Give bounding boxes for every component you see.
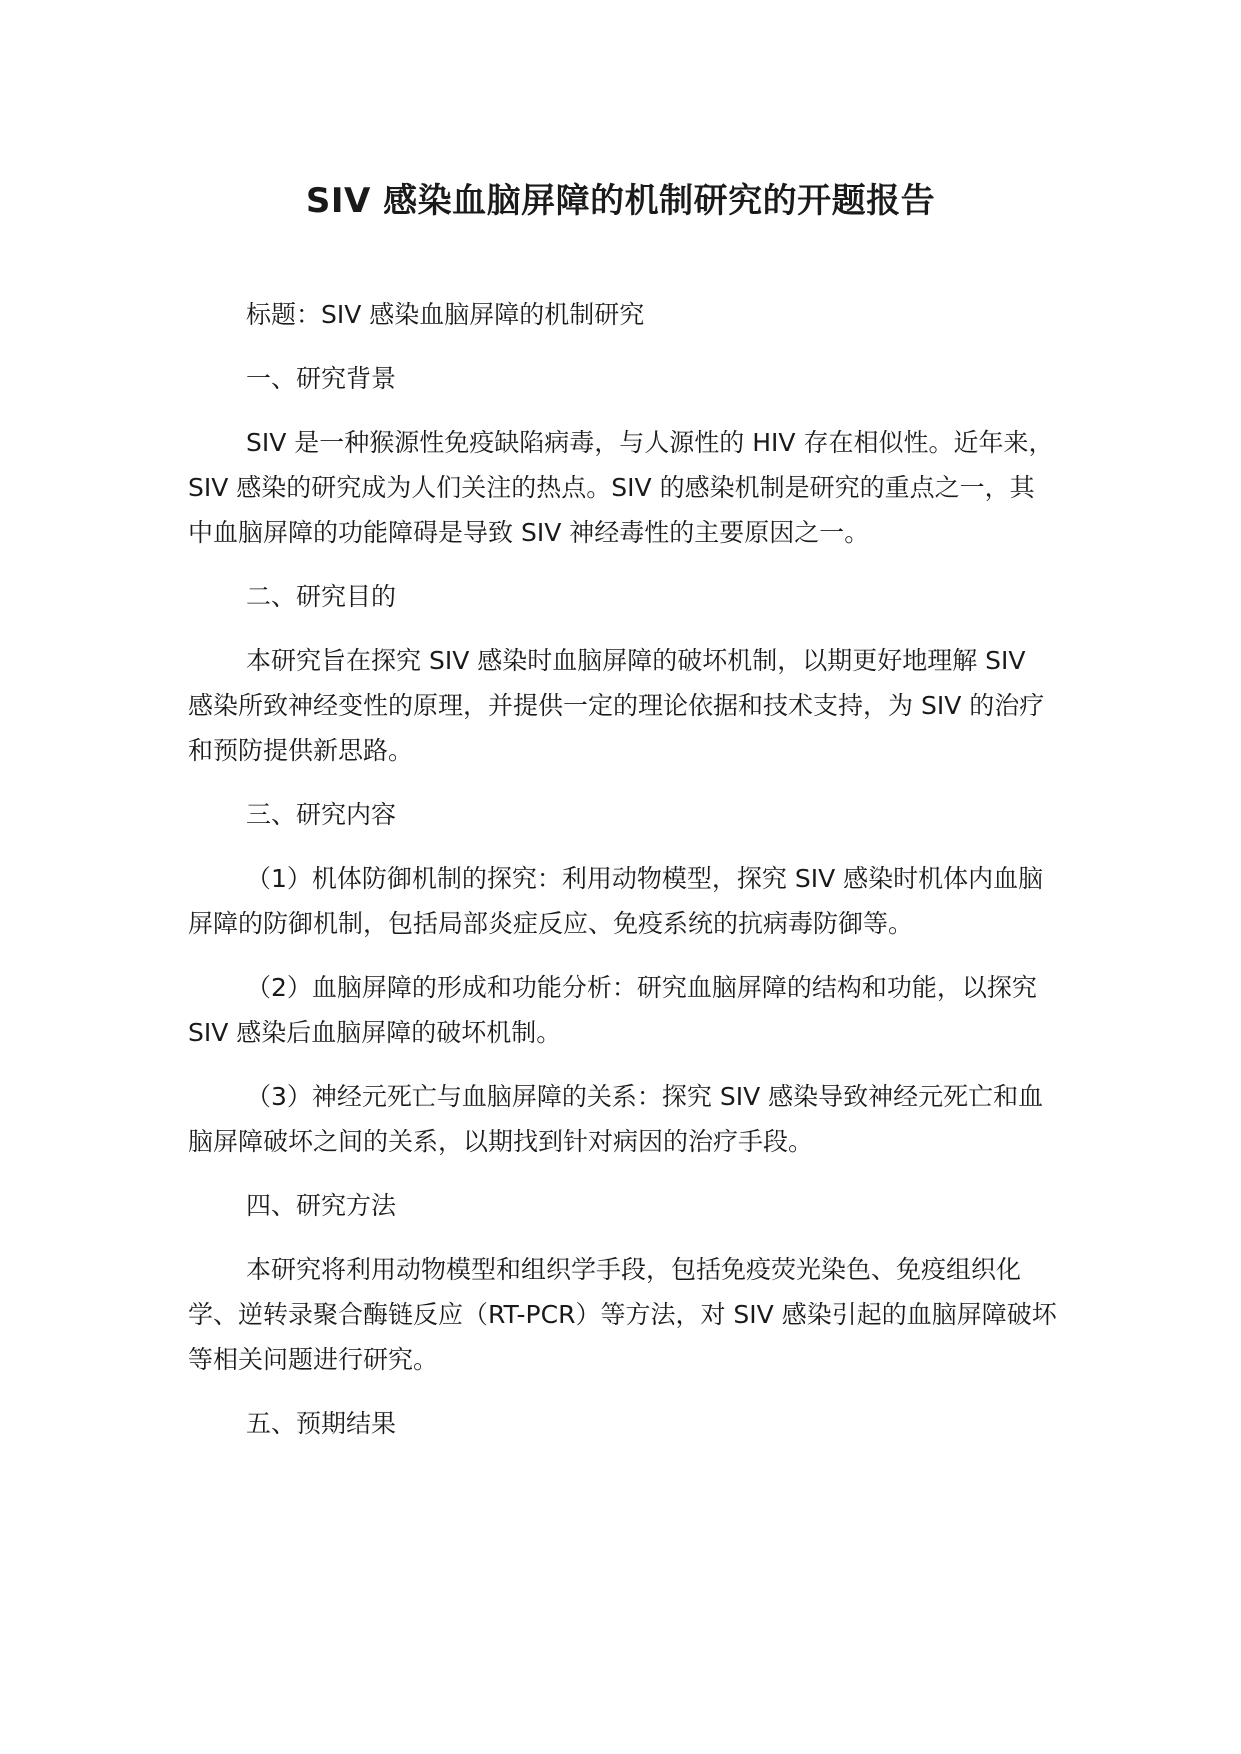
content-item-1: （1）机体防御机制的探究：利用动物模型，探究 SIV 感染时机体内血脑屏障的防御机制，包括局部炎症反应、免疫系统的抗病毒防御等。 [188, 864, 1044, 938]
section-heading-content: 三、研究内容 [246, 800, 397, 829]
title-line: 标题：SIV 感染血脑屏障的机制研究 [246, 300, 645, 329]
section-heading-background: 一、研究背景 [246, 364, 397, 393]
section-heading-expected-results: 五、预期结果 [246, 1409, 397, 1438]
section-heading-purpose: 二、研究目的 [246, 582, 397, 611]
document-title: SIV 感染血脑屏障的机制研究的开题报告 [305, 181, 936, 221]
document-body [188, 292, 1058, 1465]
section-heading-methods: 四、研究方法 [246, 1191, 397, 1220]
content-item-3: （3）神经元死亡与血脑屏障的关系：探究 SIV 感染导致神经元死亡和血脑屏障破坏之间的关系，以期找到针对病因的治疗手段。 [188, 1082, 1044, 1156]
methods-paragraph: 本研究将利用动物模型和组织学手段，包括免疫荧光染色、免疫组织化学、逆转录聚合酶链反应（RT-PCR）等方法，对 SIV 感染引起的血脑屏障破坏等相关问题进行研究。 [188, 1255, 1057, 1374]
background-paragraph: SIV 是一种猴源性免疫缺陷病毒，与人源性的 HIV 存在相似性。近年来，SIV 感染的研究成为人们关注的热点。SIV 的感染机制是研究的重点之一，其中血脑屏障的功能障碍是导致 SIV 神经毒性的主要原因之一。 [188, 428, 1054, 547]
content-item-2: （2）血脑屏障的形成和功能分析：研究血脑屏障的结构和功能，以探究 SIV 感染后血脑屏障的破坏机制。 [188, 973, 1037, 1047]
purpose-paragraph: 本研究旨在探究 SIV 感染时血脑屏障的破坏机制，以期更好地理解 SIV 感染所致神经变性的原理，并提供一定的理论依据和技术支持，为 SIV 的治疗和预防提供新思路。 [188, 646, 1045, 765]
